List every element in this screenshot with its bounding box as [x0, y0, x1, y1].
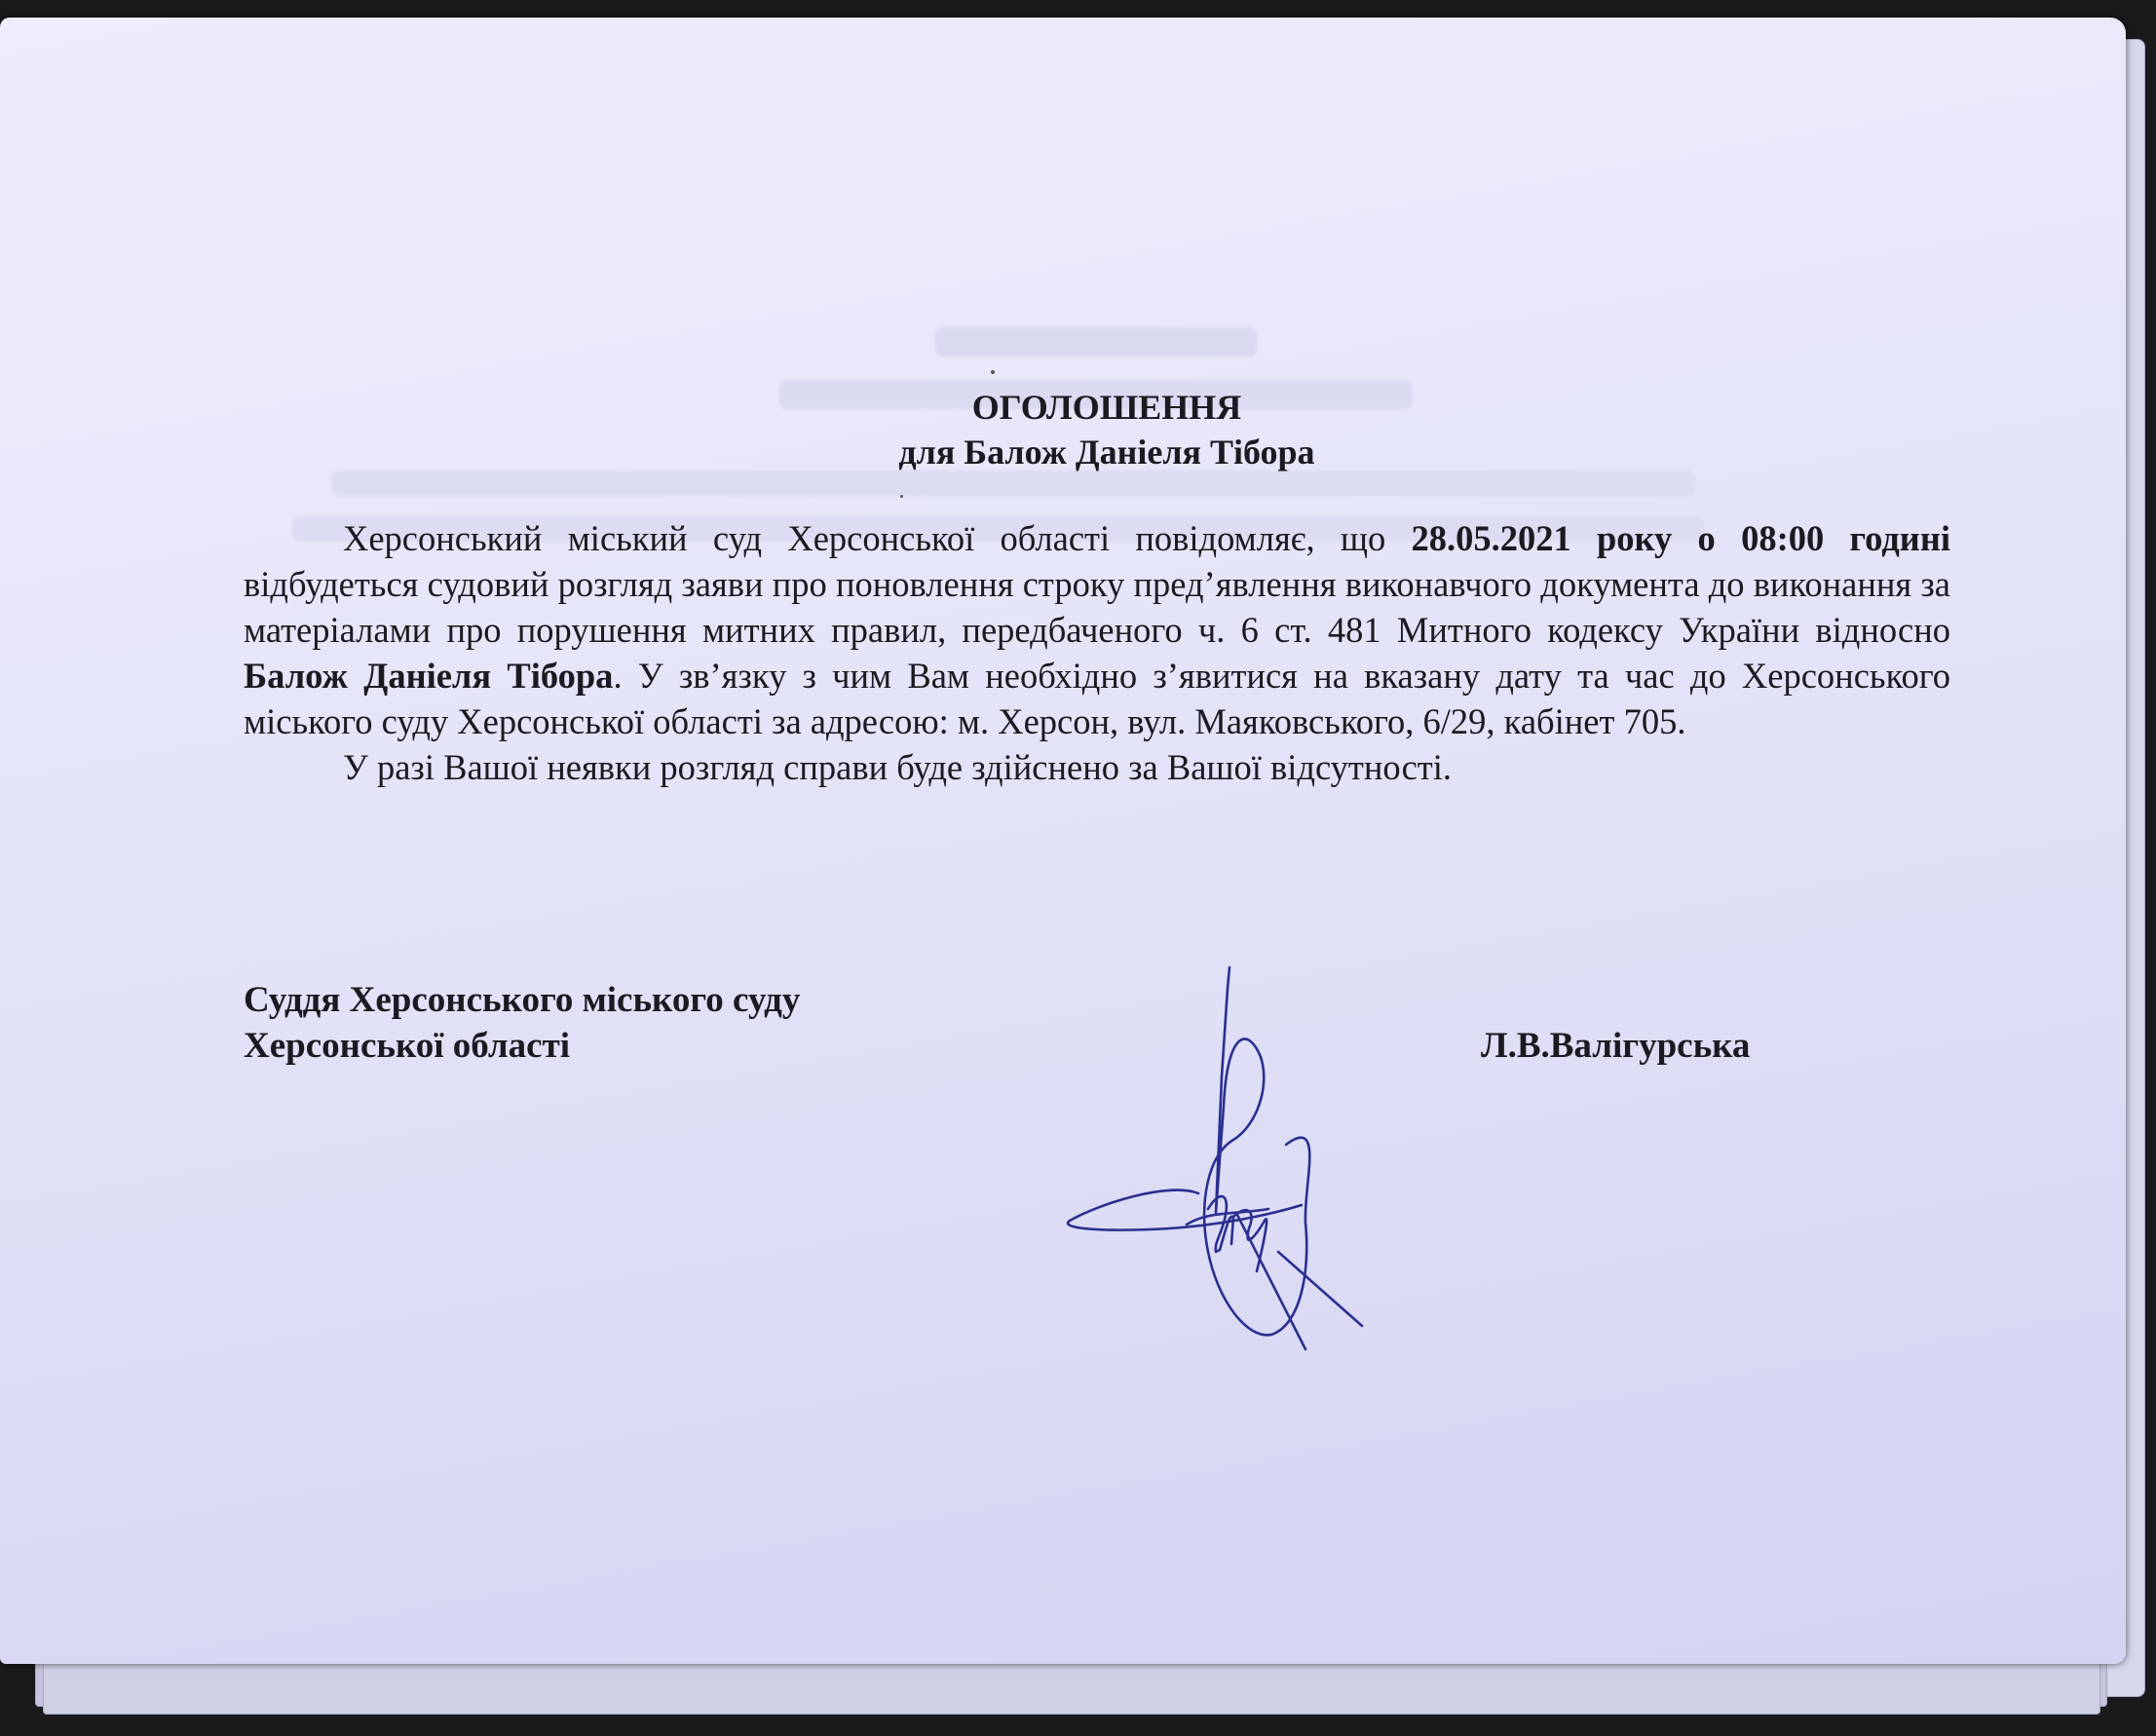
- hearing-date-time: 28.05.2021 року о 08:00 годині: [1411, 518, 1951, 558]
- paper-speck: [991, 370, 995, 374]
- announcement-body: [244, 385, 1950, 790]
- person-name: Балож Даніеля Тібора: [244, 656, 614, 696]
- handwritten-signature: [1062, 960, 1393, 1369]
- announcement-title: ОГОЛОШЕННЯ: [971, 388, 1242, 427]
- paragraph-text: відбудеться судовий розгляд заяви про поновлення строку пред’явлення виконавчого документа до виконання за матеріалами про порушення митних правил, передбаченого ч. 6 ст. 481 Митного кодексу України відносно: [244, 564, 1950, 650]
- signature-position-line-2: Херсонської області: [244, 1026, 571, 1066]
- signature-position-line-1: Суддя Херсонського міського суду: [244, 980, 801, 1020]
- paragraph-text: . У зв’язку з чим Вам необхідно з’явитися на вказану дату та час до Херсонського міського суду Херсонської області за адресою: м. Херсон, вул. Маяковського, 6/29, кабінет 705.: [244, 656, 1951, 741]
- announcement-paragraph-1: [244, 515, 1950, 744]
- show-through-text: [935, 327, 1257, 357]
- announcement-subtitle: для Балож Даніеля Тібора: [898, 433, 1315, 472]
- judge-name: Л.В.Валігурська: [1481, 1026, 1751, 1066]
- paragraph-text: Херсонський міський суд Херсонської області повідомляє, що: [343, 518, 1412, 558]
- announcement-paragraph-2: У разі Вашої неявки розгляд справи буде здійснено за Вашої відсутності.: [343, 747, 1452, 787]
- paper-sheet: [0, 18, 2126, 1664]
